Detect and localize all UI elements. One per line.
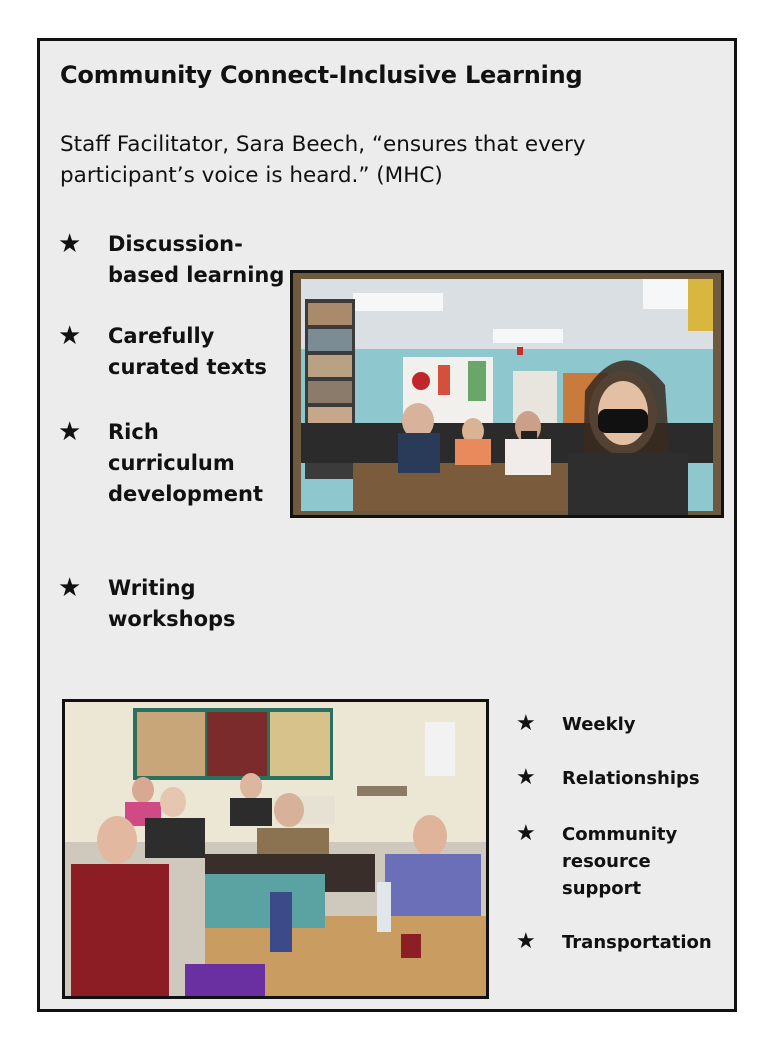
bullet-texts bbox=[58, 321, 267, 383]
bullet-label: Community resource support bbox=[562, 824, 678, 899]
star-icon: ★ bbox=[516, 711, 536, 736]
star-icon: ★ bbox=[58, 229, 82, 259]
bullet-label: Discussion- based learning bbox=[108, 232, 285, 287]
group-table-photo bbox=[62, 699, 489, 999]
bullet-relationships bbox=[516, 765, 700, 792]
bullet-label: Relationships bbox=[562, 768, 700, 789]
star-icon: ★ bbox=[516, 765, 536, 790]
bullet-label: Transportation bbox=[562, 932, 712, 953]
star-icon: ★ bbox=[58, 573, 82, 603]
facilitator-quote: Staff Facilitator, Sara Beech, “ensures that every participant’s voice is heard.” (MHC) bbox=[60, 132, 586, 188]
bullet-weekly bbox=[516, 711, 636, 738]
bullet-transportation bbox=[516, 929, 712, 956]
video-call-photo bbox=[290, 270, 724, 518]
bullet-writing bbox=[58, 573, 236, 635]
bullet-label: Rich curriculum development bbox=[108, 420, 263, 506]
bullet-curriculum bbox=[58, 417, 263, 510]
bullet-label: Carefully curated texts bbox=[108, 324, 267, 379]
bullet-community-resource bbox=[516, 821, 677, 902]
bullet-label: Writing workshops bbox=[108, 576, 236, 631]
star-icon: ★ bbox=[516, 821, 536, 846]
star-icon: ★ bbox=[516, 929, 536, 954]
star-icon: ★ bbox=[58, 417, 82, 447]
flyer-card bbox=[37, 38, 737, 1012]
bullet-label: Weekly bbox=[562, 714, 636, 735]
page-title: Community Connect-Inclusive Learning bbox=[60, 61, 583, 89]
bullet-discussion bbox=[58, 229, 284, 291]
star-icon: ★ bbox=[58, 321, 82, 351]
